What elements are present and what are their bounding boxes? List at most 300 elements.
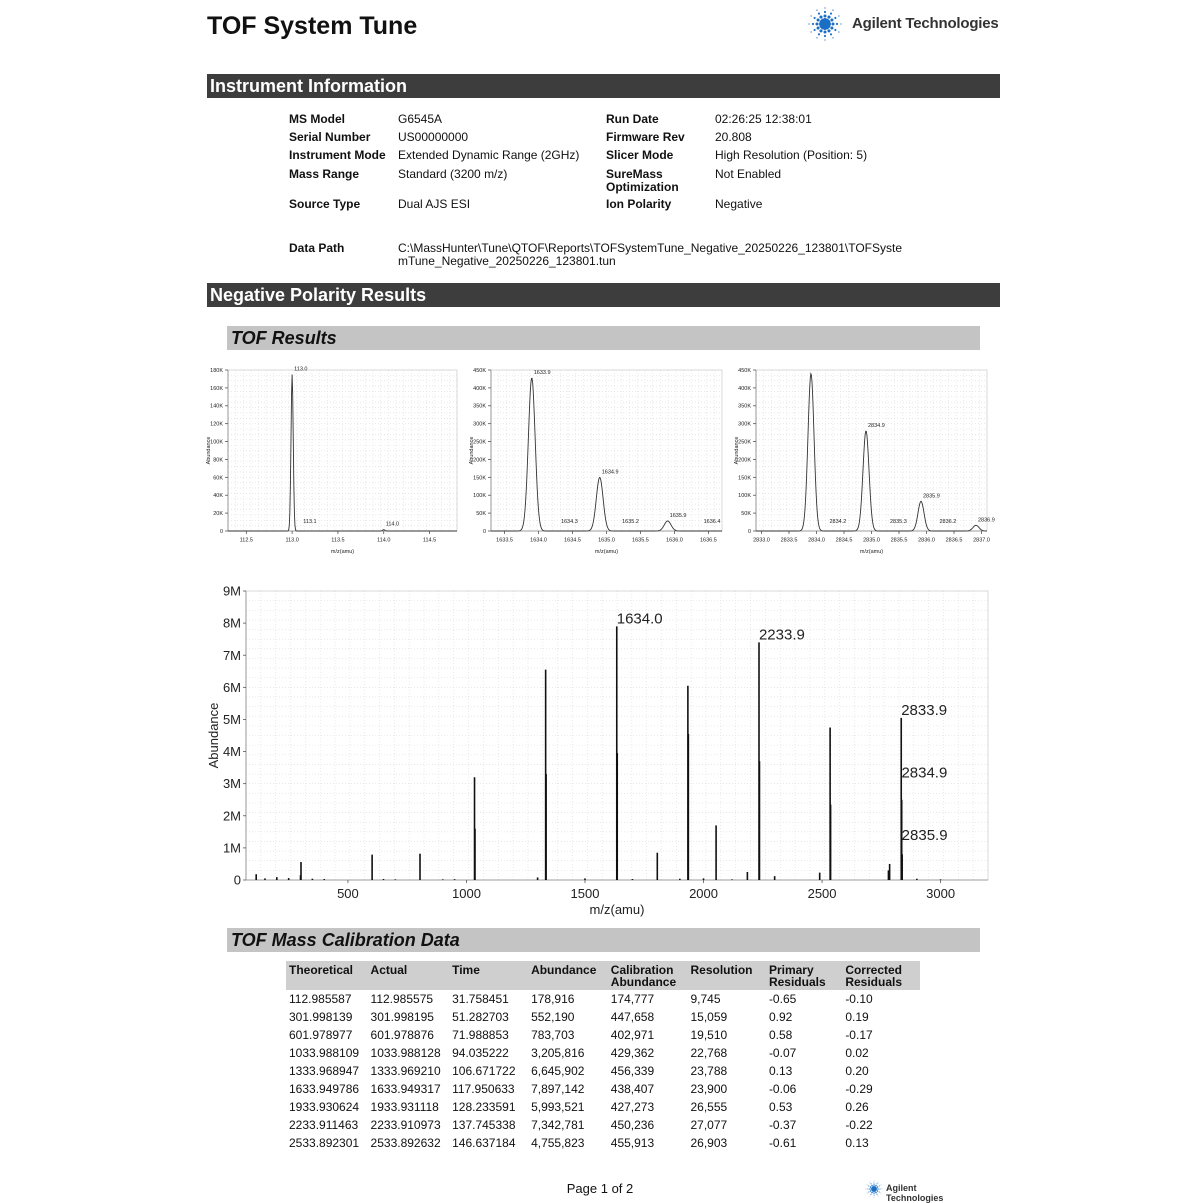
logo-dot bbox=[832, 10, 833, 11]
logo-dot bbox=[816, 10, 817, 11]
peak-label: 113.1 bbox=[303, 519, 317, 525]
table-cell: 22,768 bbox=[690, 1046, 728, 1060]
logo-dot bbox=[830, 18, 833, 21]
x-tick-label: 1635.5 bbox=[632, 537, 649, 544]
y-tick-label: 300K bbox=[738, 421, 751, 428]
x-tick-label: 2000 bbox=[689, 886, 718, 901]
agilent-spark-icon-small bbox=[864, 1180, 884, 1198]
x-tick-label: 114.0 bbox=[377, 537, 391, 544]
logo-dot bbox=[824, 7, 825, 8]
y-tick-label: 150K bbox=[473, 475, 486, 482]
table-cell: -0.37 bbox=[768, 1118, 797, 1132]
y-tick-label: 150K bbox=[738, 475, 751, 482]
x-tick-label: 2833.0 bbox=[753, 537, 770, 544]
peak-label: 1634.9 bbox=[601, 469, 619, 476]
column-header: Time bbox=[449, 961, 528, 990]
instrument-right-label: SureMass Optimization bbox=[606, 166, 679, 194]
logo-dot bbox=[870, 1194, 871, 1195]
logo-dot bbox=[873, 1192, 875, 1194]
x-tick-label: 114.5 bbox=[422, 537, 437, 544]
table-cell: 0.53 bbox=[768, 1100, 793, 1114]
logo-dot bbox=[827, 16, 830, 19]
table-cell: 1933.931118 bbox=[370, 1100, 439, 1114]
logo-dot bbox=[831, 22, 834, 25]
y-tick-label: 4M bbox=[222, 744, 241, 760]
table-cell: -0.61 bbox=[768, 1136, 797, 1150]
instrument-right-value: Not Enabled bbox=[715, 166, 782, 181]
logo-dot bbox=[879, 1191, 880, 1192]
peak-annotation: 2233.9 bbox=[758, 626, 805, 644]
peak-label: 113.0 bbox=[294, 366, 308, 373]
table-cell: 7,342,781 bbox=[531, 1118, 585, 1132]
peak-label: 114.0 bbox=[385, 521, 400, 528]
table-cell: 3,205,816 bbox=[531, 1046, 585, 1060]
peak-annotation: 2835.9 bbox=[901, 827, 948, 845]
calibration-header: TOF Mass Calibration Data bbox=[227, 928, 980, 952]
logo-dot bbox=[870, 1183, 871, 1184]
table-cell: 0.92 bbox=[768, 1010, 793, 1024]
y-axis-label: Abundance bbox=[206, 436, 212, 465]
logo-dot bbox=[870, 1186, 872, 1188]
logo-dot bbox=[876, 1194, 877, 1195]
table-cell: 2533.892301 bbox=[289, 1136, 360, 1150]
x-tick-label: 2836.5 bbox=[945, 537, 963, 544]
peak-label: 2834.9 bbox=[868, 422, 885, 429]
peak-annotation: 2834.9 bbox=[901, 764, 948, 782]
logo-dot bbox=[873, 1188, 876, 1191]
x-axis-label: m/z(amu) bbox=[589, 902, 645, 917]
x-tick-label: 2835.5 bbox=[890, 537, 908, 544]
logo-dot bbox=[867, 1185, 868, 1186]
peak-label: 2836.2 bbox=[939, 519, 957, 525]
instrument-left-value: US00000000 bbox=[398, 130, 469, 145]
table-cell: 1333.968947 bbox=[289, 1064, 360, 1078]
company-name: Agilent Technologies bbox=[852, 15, 999, 32]
peak-label: 2835.9 bbox=[923, 493, 940, 500]
y-tick-label: 7M bbox=[222, 647, 241, 663]
x-axis-label: m/z(amu) bbox=[594, 549, 619, 555]
table-cell: 4,755,823 bbox=[531, 1136, 585, 1150]
instrument-right-value: Negative bbox=[715, 196, 763, 211]
logo-dot bbox=[840, 23, 841, 24]
logo-dot bbox=[818, 33, 820, 35]
table-cell: 0.19 bbox=[845, 1010, 869, 1024]
table-cell: 94.035222 bbox=[452, 1046, 509, 1060]
table-cell: 117.950633 bbox=[452, 1082, 515, 1096]
table-cell: 0.20 bbox=[845, 1064, 869, 1078]
logo-dot bbox=[875, 1185, 877, 1187]
table-row bbox=[286, 1008, 920, 1026]
logo-dot bbox=[868, 1191, 869, 1192]
y-tick-label: 50K bbox=[741, 511, 751, 518]
table-cell: 601.978876 bbox=[370, 1028, 434, 1042]
instrument-left-value: Extended Dynamic Range (2GHz) bbox=[398, 148, 580, 163]
x-tick-label: 2834.0 bbox=[808, 537, 825, 544]
table-cell: 6,645,902 bbox=[531, 1064, 585, 1078]
logo-dot bbox=[868, 1185, 869, 1186]
data-path-line-1: C:\MassHunter\Tune\QTOF\Reports\TOFSystemTune_Negative_20250226_123801\TOFSyste bbox=[398, 241, 903, 255]
x-tick-label: 3000 bbox=[926, 886, 956, 901]
logo-dot bbox=[870, 1182, 871, 1183]
logo-dot bbox=[867, 1193, 868, 1194]
table-cell: 26,555 bbox=[690, 1100, 728, 1114]
logo-dot bbox=[877, 1186, 879, 1188]
table-cell: 106.671722 bbox=[452, 1064, 516, 1078]
logo-dot bbox=[817, 18, 820, 21]
table-cell: -0.65 bbox=[768, 992, 797, 1006]
logo-dot bbox=[830, 26, 833, 29]
x-tick-label: 112.5 bbox=[239, 537, 253, 544]
instrument-right-label: Run Date bbox=[606, 112, 659, 126]
zoom-chart-113 bbox=[203, 362, 463, 557]
y-tick-label: 40K bbox=[213, 493, 223, 500]
y-tick-label: 6M bbox=[222, 679, 241, 695]
logo-dot bbox=[873, 1184, 875, 1186]
table-cell: 0.58 bbox=[768, 1028, 793, 1042]
instrument-right-value: 02:26:25 12:38:01 bbox=[715, 112, 812, 126]
table-cell: 1633.949317 bbox=[370, 1082, 441, 1096]
y-tick-label: 160K bbox=[210, 385, 223, 392]
y-tick-label: 1M bbox=[222, 840, 241, 856]
footer-logo bbox=[864, 1180, 974, 1203]
logo-dot bbox=[819, 29, 822, 32]
x-tick-label: 1635.0 bbox=[598, 537, 615, 544]
table-cell: 5,993,521 bbox=[531, 1100, 585, 1114]
table-cell: 128.233591 bbox=[452, 1100, 516, 1114]
data-path-value bbox=[398, 242, 902, 268]
x-tick-label: 113.5 bbox=[331, 537, 345, 544]
logo-dot bbox=[882, 1189, 883, 1190]
y-axis-label: Abundance bbox=[206, 702, 221, 769]
y-tick-label: 0 bbox=[482, 528, 486, 535]
table-cell: -0.06 bbox=[768, 1082, 797, 1096]
logo-dot bbox=[878, 1182, 879, 1183]
logo-dot bbox=[836, 23, 838, 25]
agilent-spark-icon bbox=[806, 6, 844, 42]
table-cell: 301.998195 bbox=[370, 1010, 434, 1024]
y-tick-label: 0 bbox=[233, 872, 241, 888]
table-cell: 9,745 bbox=[690, 992, 721, 1006]
table-cell: 23,788 bbox=[690, 1064, 728, 1078]
table-cell: 27,077 bbox=[690, 1118, 728, 1132]
column-header: Theoretical bbox=[286, 961, 368, 990]
logo-dot bbox=[879, 1185, 880, 1186]
y-tick-label: 400K bbox=[473, 385, 486, 392]
y-tick-label: 120K bbox=[210, 421, 223, 428]
x-tick-label: 500 bbox=[337, 886, 359, 901]
y-tick-label: 80K bbox=[213, 457, 223, 464]
y-tick-label: 20K bbox=[213, 511, 223, 518]
logo-dot bbox=[867, 1188, 868, 1189]
y-tick-label: 200K bbox=[473, 457, 486, 464]
table-cell: 7,897,142 bbox=[531, 1082, 585, 1096]
table-cell: 456,339 bbox=[610, 1064, 655, 1078]
x-tick-label: 1636.0 bbox=[666, 537, 683, 544]
logo-dot bbox=[815, 22, 818, 25]
logo-dot bbox=[816, 37, 817, 38]
logo-dot bbox=[870, 1190, 872, 1192]
column-header: Calibration Abundance bbox=[608, 961, 688, 990]
logo-dot bbox=[876, 1183, 877, 1184]
table-cell: -0.22 bbox=[845, 1118, 873, 1132]
table-cell: 0.26 bbox=[845, 1100, 869, 1114]
table-cell: 438,407 bbox=[610, 1082, 655, 1096]
instrument-right-label: Firmware Rev bbox=[606, 130, 685, 145]
logo-dot bbox=[817, 26, 820, 29]
zoom-chart-1634 bbox=[466, 362, 728, 557]
x-tick-label: 1636.5 bbox=[699, 537, 717, 544]
table-cell: 1333.969210 bbox=[370, 1064, 441, 1078]
x-tick-label: 1500 bbox=[570, 886, 600, 901]
table-cell: 1033.988128 bbox=[370, 1046, 441, 1060]
logo-dot bbox=[811, 31, 812, 32]
column-header: Corrected Residuals bbox=[842, 961, 920, 990]
x-tick-label: 2836.0 bbox=[918, 537, 935, 544]
table-cell: 2233.911463 bbox=[289, 1118, 359, 1132]
logo-dot bbox=[827, 29, 830, 32]
logo-dot bbox=[824, 39, 825, 40]
table-cell: -0.10 bbox=[845, 992, 873, 1006]
logo-dot bbox=[871, 1185, 873, 1187]
peak-label: 1636.4 bbox=[703, 519, 721, 525]
y-tick-label: 100K bbox=[473, 493, 486, 500]
results-section-header: Negative Polarity Results bbox=[207, 283, 1000, 307]
y-tick-label: 350K bbox=[738, 403, 751, 410]
table-cell: 0.02 bbox=[845, 1046, 869, 1060]
table-cell: 455,913 bbox=[610, 1136, 655, 1150]
logo-dot bbox=[871, 1192, 873, 1194]
instrument-left-value: Dual AJS ESI bbox=[398, 196, 471, 211]
table-cell: 783,703 bbox=[531, 1028, 575, 1042]
table-cell: 112.985575 bbox=[370, 992, 434, 1006]
peak-label: 1634.3 bbox=[560, 519, 578, 525]
y-tick-label: 3M bbox=[222, 776, 241, 792]
x-tick-label: 2834.5 bbox=[835, 537, 853, 544]
logo-dot bbox=[838, 15, 839, 16]
peak-label: 2835.3 bbox=[890, 519, 907, 525]
table-cell: 23,900 bbox=[690, 1082, 728, 1096]
table-cell: 402,971 bbox=[610, 1028, 655, 1042]
y-tick-label: 100K bbox=[210, 439, 223, 446]
table-cell: 2533.892632 bbox=[370, 1136, 441, 1150]
logo-dot bbox=[824, 35, 826, 37]
y-tick-label: 0 bbox=[219, 528, 223, 535]
table-cell: 15,059 bbox=[690, 1010, 728, 1024]
y-tick-label: 450K bbox=[473, 367, 486, 374]
y-axis-label: Abundance bbox=[469, 436, 475, 465]
x-tick-label: 2833.5 bbox=[780, 537, 798, 544]
instrument-right-label: Slicer Mode bbox=[606, 148, 674, 163]
data-path-label: Data Path bbox=[289, 241, 345, 255]
logo-dot bbox=[869, 1188, 871, 1190]
y-tick-label: 140K bbox=[210, 403, 223, 410]
table-cell: -0.29 bbox=[845, 1082, 873, 1096]
logo-dot bbox=[823, 30, 826, 33]
logo-dot bbox=[874, 1181, 875, 1182]
instrument-left-label: Instrument Mode bbox=[289, 148, 386, 163]
table-row bbox=[286, 1026, 920, 1044]
full-spectrum-chart bbox=[200, 580, 1000, 920]
table-cell: 1033.988109 bbox=[289, 1046, 360, 1060]
logo-dot bbox=[881, 1185, 882, 1186]
table-cell: 552,190 bbox=[531, 1010, 575, 1024]
peak-label: 2836.9 bbox=[978, 517, 995, 524]
table-cell: -0.07 bbox=[768, 1046, 797, 1060]
logo-dot bbox=[866, 1189, 867, 1190]
peak-annotation: 1634.0 bbox=[616, 610, 663, 628]
x-tick-label: 1000 bbox=[452, 886, 481, 901]
logo-dot bbox=[811, 15, 812, 16]
logo-dot bbox=[814, 29, 816, 31]
table-cell: 447,658 bbox=[610, 1010, 655, 1024]
data-path-line-2: mTune_Negative_20250226_123801.tun bbox=[398, 254, 616, 268]
table-cell: 26,903 bbox=[690, 1136, 728, 1150]
instrument-left-label: MS Model bbox=[289, 112, 345, 126]
y-tick-label: 50K bbox=[476, 511, 486, 518]
x-axis-label: m/z(amu) bbox=[859, 549, 884, 555]
y-tick-label: 0 bbox=[747, 528, 751, 535]
logo-dot bbox=[818, 13, 820, 15]
logo-dot bbox=[877, 1188, 879, 1190]
table-row bbox=[286, 990, 920, 1008]
table-cell: 174,777 bbox=[610, 992, 655, 1006]
instrument-right-value: High Resolution (Position: 5) bbox=[715, 148, 868, 163]
table-row bbox=[286, 1044, 920, 1062]
column-header: Actual bbox=[368, 961, 450, 990]
table-row bbox=[286, 1062, 920, 1080]
table-cell: 0.13 bbox=[768, 1064, 793, 1078]
x-tick-label: 1634.0 bbox=[530, 537, 547, 544]
logo-dot bbox=[873, 1182, 874, 1183]
table-cell: 427,273 bbox=[610, 1100, 655, 1114]
logo-dot bbox=[870, 1196, 871, 1197]
y-tick-label: 350K bbox=[473, 403, 486, 410]
x-tick-label: 2837.0 bbox=[973, 537, 990, 544]
logo-dot bbox=[879, 1188, 880, 1189]
y-tick-label: 5M bbox=[222, 711, 241, 727]
tof-results-header: TOF Results bbox=[227, 326, 980, 350]
calibration-table bbox=[286, 961, 920, 1152]
table-row bbox=[286, 1134, 920, 1152]
logo-dot bbox=[808, 23, 809, 24]
table-cell: 0.13 bbox=[845, 1136, 869, 1150]
x-axis-label: m/z(amu) bbox=[330, 549, 355, 555]
table-cell: 19,510 bbox=[690, 1028, 728, 1042]
column-header: Primary Residuals bbox=[766, 961, 842, 990]
table-cell: 601.978977 bbox=[289, 1028, 353, 1042]
y-tick-label: 9M bbox=[222, 583, 241, 599]
peak-annotation: 2833.9 bbox=[901, 701, 948, 719]
y-tick-label: 300K bbox=[473, 421, 486, 428]
logo-dot bbox=[812, 23, 814, 25]
logo-dot bbox=[878, 1196, 879, 1197]
peak-label: 1633.9 bbox=[533, 369, 551, 376]
table-cell: 112.985587 bbox=[289, 992, 352, 1006]
table-cell: 71.988853 bbox=[452, 1028, 509, 1042]
x-tick-label: 1633.5 bbox=[496, 537, 514, 544]
logo-dot bbox=[881, 1193, 882, 1194]
table-cell: 146.637184 bbox=[452, 1136, 516, 1150]
footer-company-name: Agilent Technologies bbox=[886, 1183, 944, 1203]
x-tick-label: 1634.5 bbox=[564, 537, 581, 544]
table-cell: -0.17 bbox=[845, 1028, 873, 1042]
table-cell: 31.758451 bbox=[452, 992, 509, 1006]
calibration-header-row bbox=[286, 961, 920, 990]
logo-dot bbox=[877, 1190, 879, 1192]
logo-dot bbox=[824, 11, 826, 13]
y-tick-label: 400K bbox=[738, 385, 751, 392]
y-tick-label: 2M bbox=[222, 808, 241, 824]
logo-dot bbox=[830, 33, 832, 35]
logo-dot bbox=[834, 29, 836, 31]
x-tick-label: 113.0 bbox=[285, 537, 299, 544]
column-header: Abundance bbox=[528, 961, 608, 990]
table-cell: 450,236 bbox=[610, 1118, 655, 1132]
y-tick-label: 450K bbox=[738, 367, 751, 374]
table-cell: 137.745338 bbox=[452, 1118, 516, 1132]
y-tick-label: 250K bbox=[473, 439, 486, 446]
logo-dot bbox=[838, 31, 839, 32]
company-logo bbox=[806, 6, 1000, 42]
table-cell: 2233.910973 bbox=[370, 1118, 441, 1132]
y-tick-label: 100K bbox=[738, 493, 751, 500]
logo-dot bbox=[874, 1197, 875, 1198]
peak-label: 1635.2 bbox=[622, 519, 639, 525]
logo-dot bbox=[823, 14, 826, 17]
instrument-left-label: Source Type bbox=[289, 196, 361, 211]
table-row bbox=[286, 1116, 920, 1134]
instrument-right-label: Ion Polarity bbox=[606, 196, 672, 211]
table-cell: 1633.949786 bbox=[289, 1082, 360, 1096]
page-title: TOF System Tune bbox=[207, 12, 418, 40]
table-cell: 51.282703 bbox=[452, 1010, 509, 1024]
instrument-left-label: Mass Range bbox=[289, 166, 360, 181]
logo-dot bbox=[830, 13, 832, 15]
logo-dot bbox=[873, 1194, 874, 1195]
table-cell: 429,362 bbox=[610, 1046, 655, 1060]
peak-label: 1635.9 bbox=[669, 512, 687, 519]
zoom-chart-2834 bbox=[731, 362, 993, 557]
page-number: Page 1 of 2 bbox=[566, 1181, 634, 1196]
y-tick-label: 180K bbox=[210, 367, 223, 374]
instrument-right-value: 20.808 bbox=[715, 130, 752, 145]
instrument-left-label: Serial Number bbox=[289, 130, 371, 145]
y-tick-label: 250K bbox=[738, 439, 751, 446]
table-cell: 178,916 bbox=[531, 992, 575, 1006]
logo-dot bbox=[814, 17, 816, 19]
y-tick-label: 8M bbox=[222, 615, 241, 631]
logo-dot bbox=[832, 37, 833, 38]
column-header: Resolution bbox=[688, 961, 766, 990]
logo-dot bbox=[875, 1192, 877, 1194]
x-tick-label: 2835.0 bbox=[863, 537, 880, 544]
instrument-left-value: G6545A bbox=[398, 112, 443, 126]
y-axis-label: Abundance bbox=[734, 436, 740, 465]
y-tick-label: 200K bbox=[738, 457, 751, 464]
peak-label: 2834.2 bbox=[829, 519, 847, 525]
table-row bbox=[286, 1098, 920, 1116]
logo-dot bbox=[822, 21, 828, 27]
x-tick-label: 2500 bbox=[807, 886, 837, 901]
table-cell: 301.998139 bbox=[289, 1010, 353, 1024]
logo-dot bbox=[834, 17, 836, 19]
y-tick-label: 60K bbox=[213, 475, 223, 482]
instrument-section-header: Instrument Information bbox=[207, 74, 1000, 98]
table-row bbox=[286, 1080, 920, 1098]
instrument-left-value: Standard (3200 m/z) bbox=[398, 166, 508, 181]
table-cell: 1933.930624 bbox=[289, 1100, 360, 1114]
logo-dot bbox=[819, 16, 822, 19]
